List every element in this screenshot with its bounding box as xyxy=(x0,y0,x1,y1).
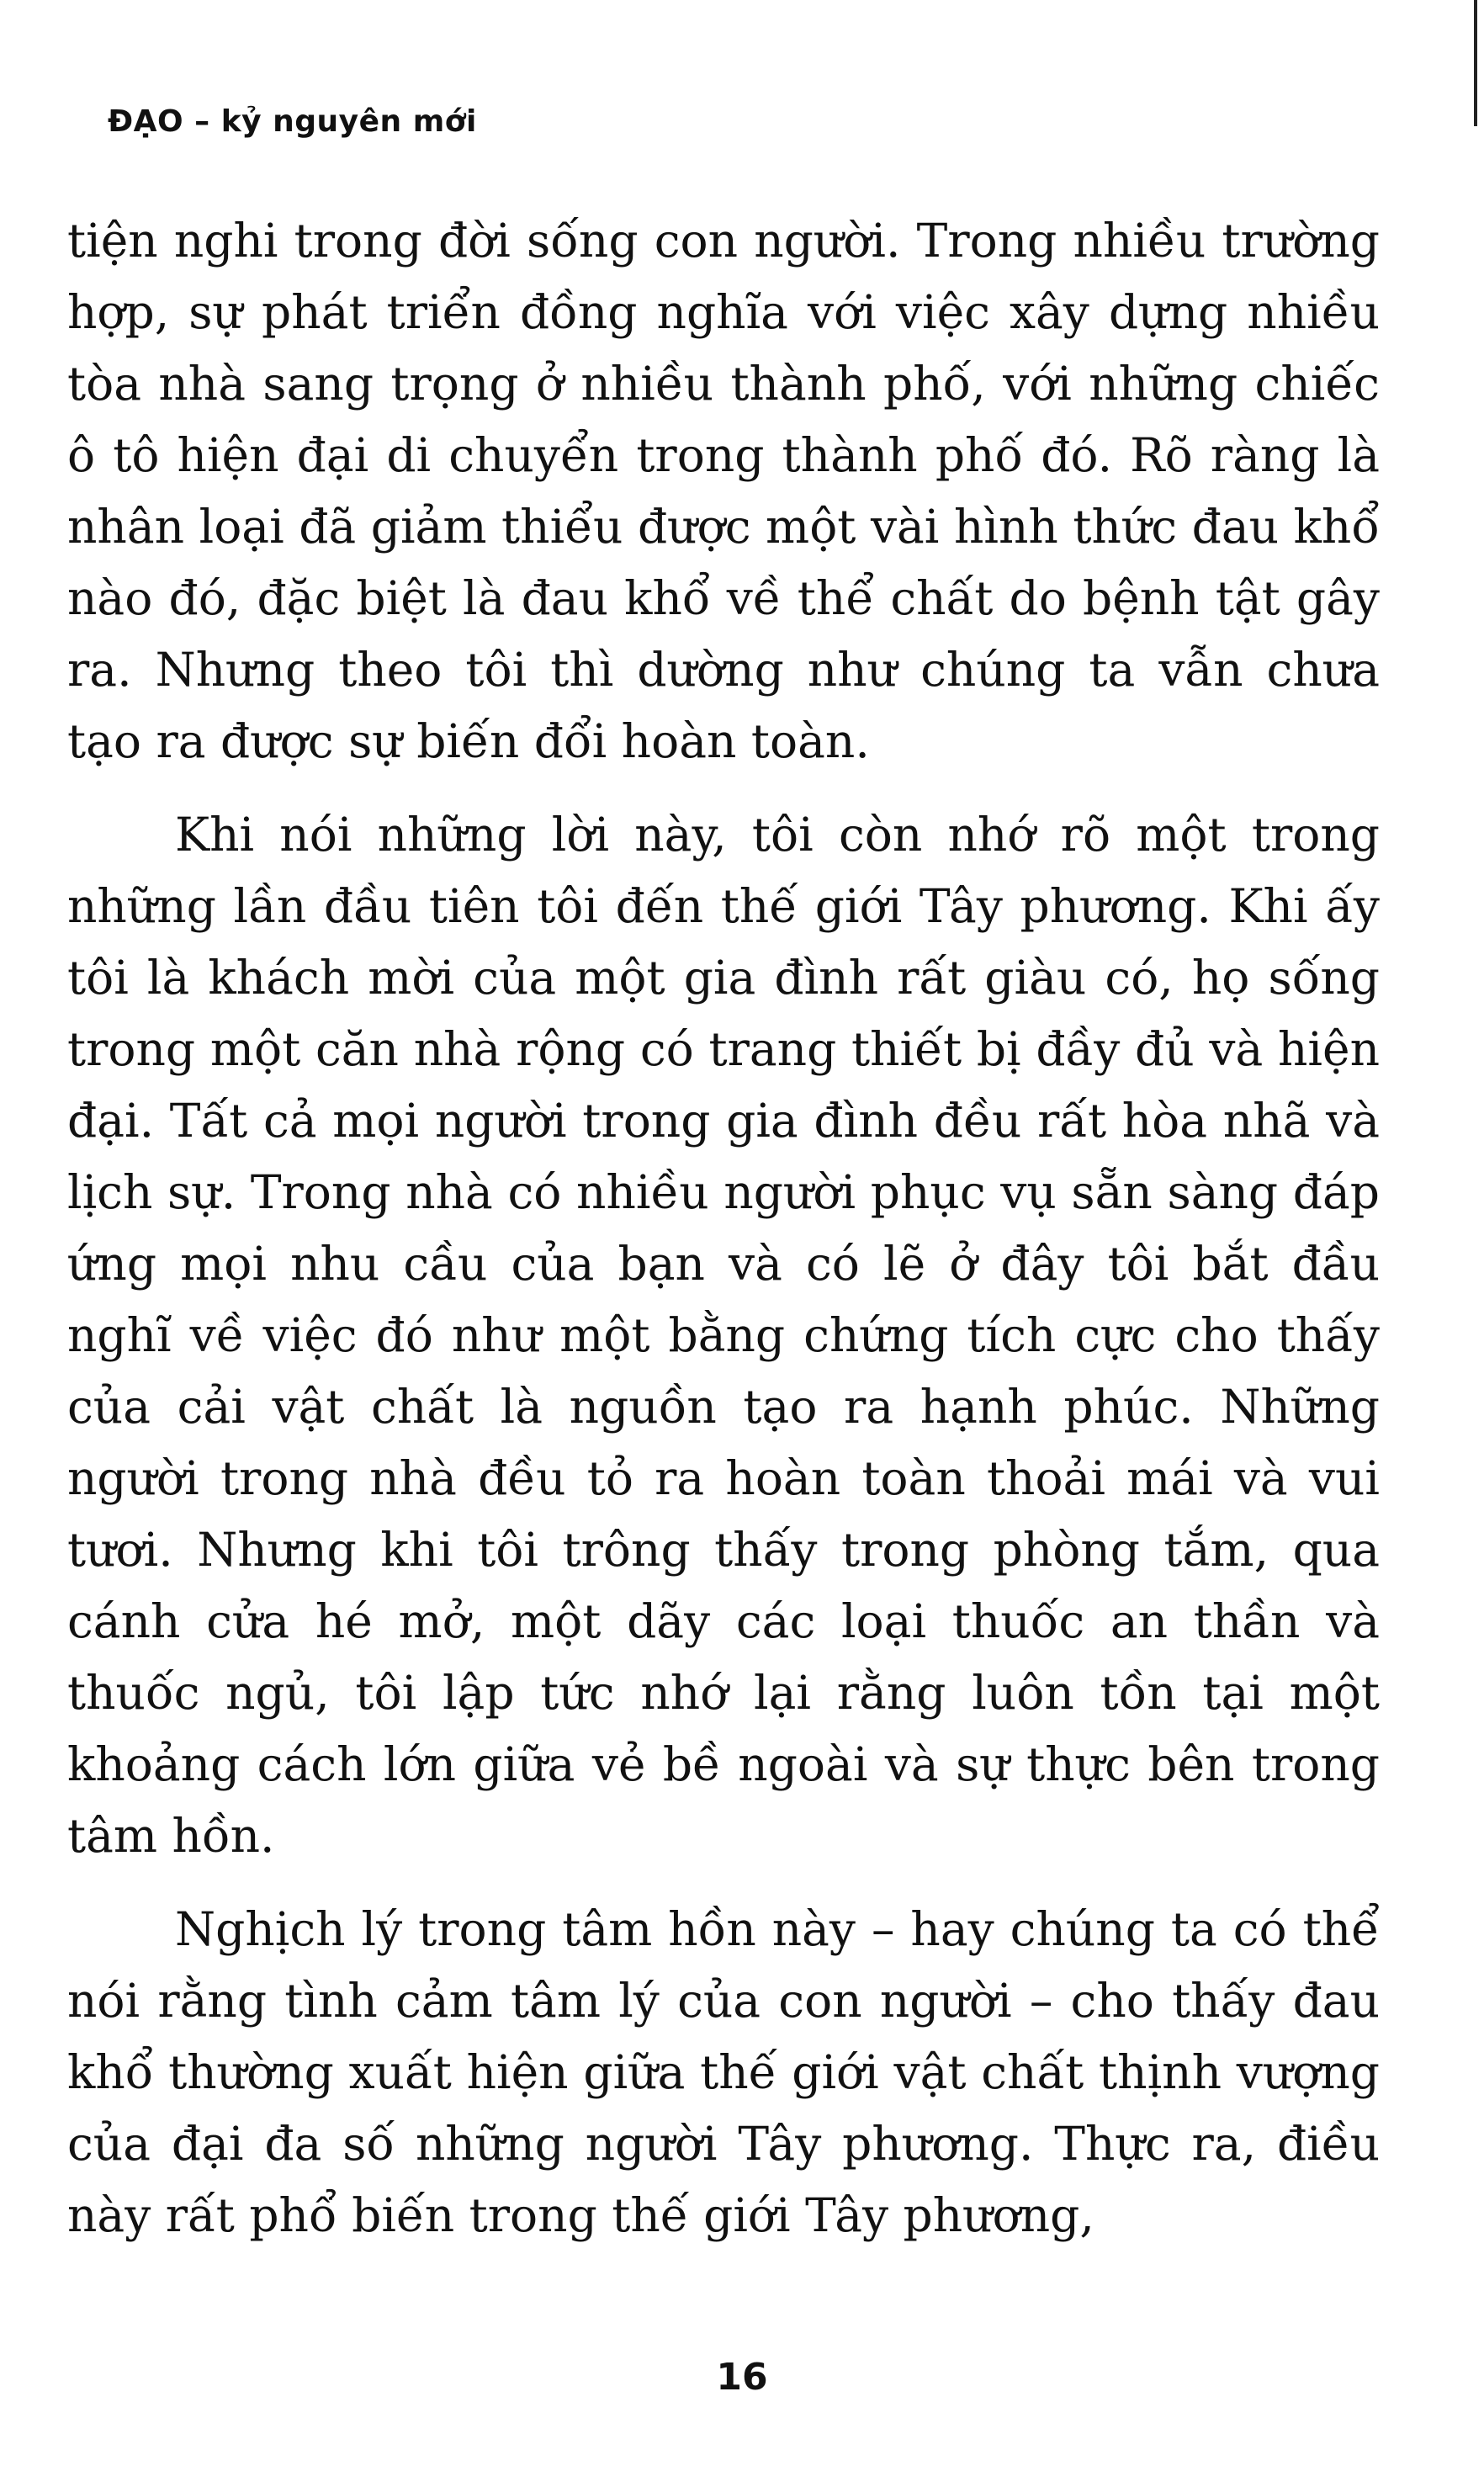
page-number: 16 xyxy=(716,2356,768,2399)
paragraph-paradox: Nghịch lý trong tâm hồn này – hay chúng ta có thể nói rằng tình cảm tâm lý của con người – cho thấy đau khổ thường xuất hiện giữa thế giới vật chất thịnh vượng của đại đa số những người Tây phương. Thực ra, điều này rất phổ biến trong thế giới Tây phương, xyxy=(67,1902,1380,2242)
paragraph-western-visit: Khi nói những lời này, tôi còn nhớ rõ một trong những lần đầu tiên tôi đến thế giới Tây phương. Khi ấy tôi là khách mời của một gia đình rất giàu có, họ sống trong một căn nhà rộng có trang thiết bị đầy đủ và hiện đại. Tất cả mọi người trong gia đình đều rất hòa nhã và lịch sự. Trong nhà có nhiều người phục vụ sẵn sàng đáp ứng mọi nhu cầu của bạn và có lẽ ở đây tôi bắt đầu nghĩ về việc đó như một bằng chứng tích cực cho thấy của cải vật chất là nguồn tạo ra hạnh phúc. Những người trong nhà đều tỏ ra hoàn toàn thoải mái và vui tươi. Nhưng khi tôi trông thấy trong phòng tắm, qua cánh cửa hé mở, một dãy các loại thuốc an thần và thuốc ngủ, tôi lập tức nhớ lại rằng luôn tồn tại một khoảng cách lớn giữa vẻ bề ngoài và sự thực bên trong tâm hồn. xyxy=(67,808,1380,1863)
running-header: ĐẠO – kỷ nguyên mới xyxy=(108,104,477,139)
body-text xyxy=(67,205,1380,2251)
page-edge-rule xyxy=(1474,0,1477,126)
paragraph-continued: tiện nghi trong đời sống con người. Trong nhiều trường hợp, sự phát triển đồng nghĩa với việc xây dựng nhiều tòa nhà sang trọng ở nhiều thành phố, với những chiếc ô tô hiện đại di chuyển trong thành phố đó. Rõ ràng là nhân loại đã giảm thiểu được một vài hình thức đau khổ nào đó, đặc biệt là đau khổ về thể chất do bệnh tật gây ra. Nhưng theo tôi thì dường như chúng ta vẫn chưa tạo ra được sự biến đổi hoàn toàn. xyxy=(67,214,1380,768)
